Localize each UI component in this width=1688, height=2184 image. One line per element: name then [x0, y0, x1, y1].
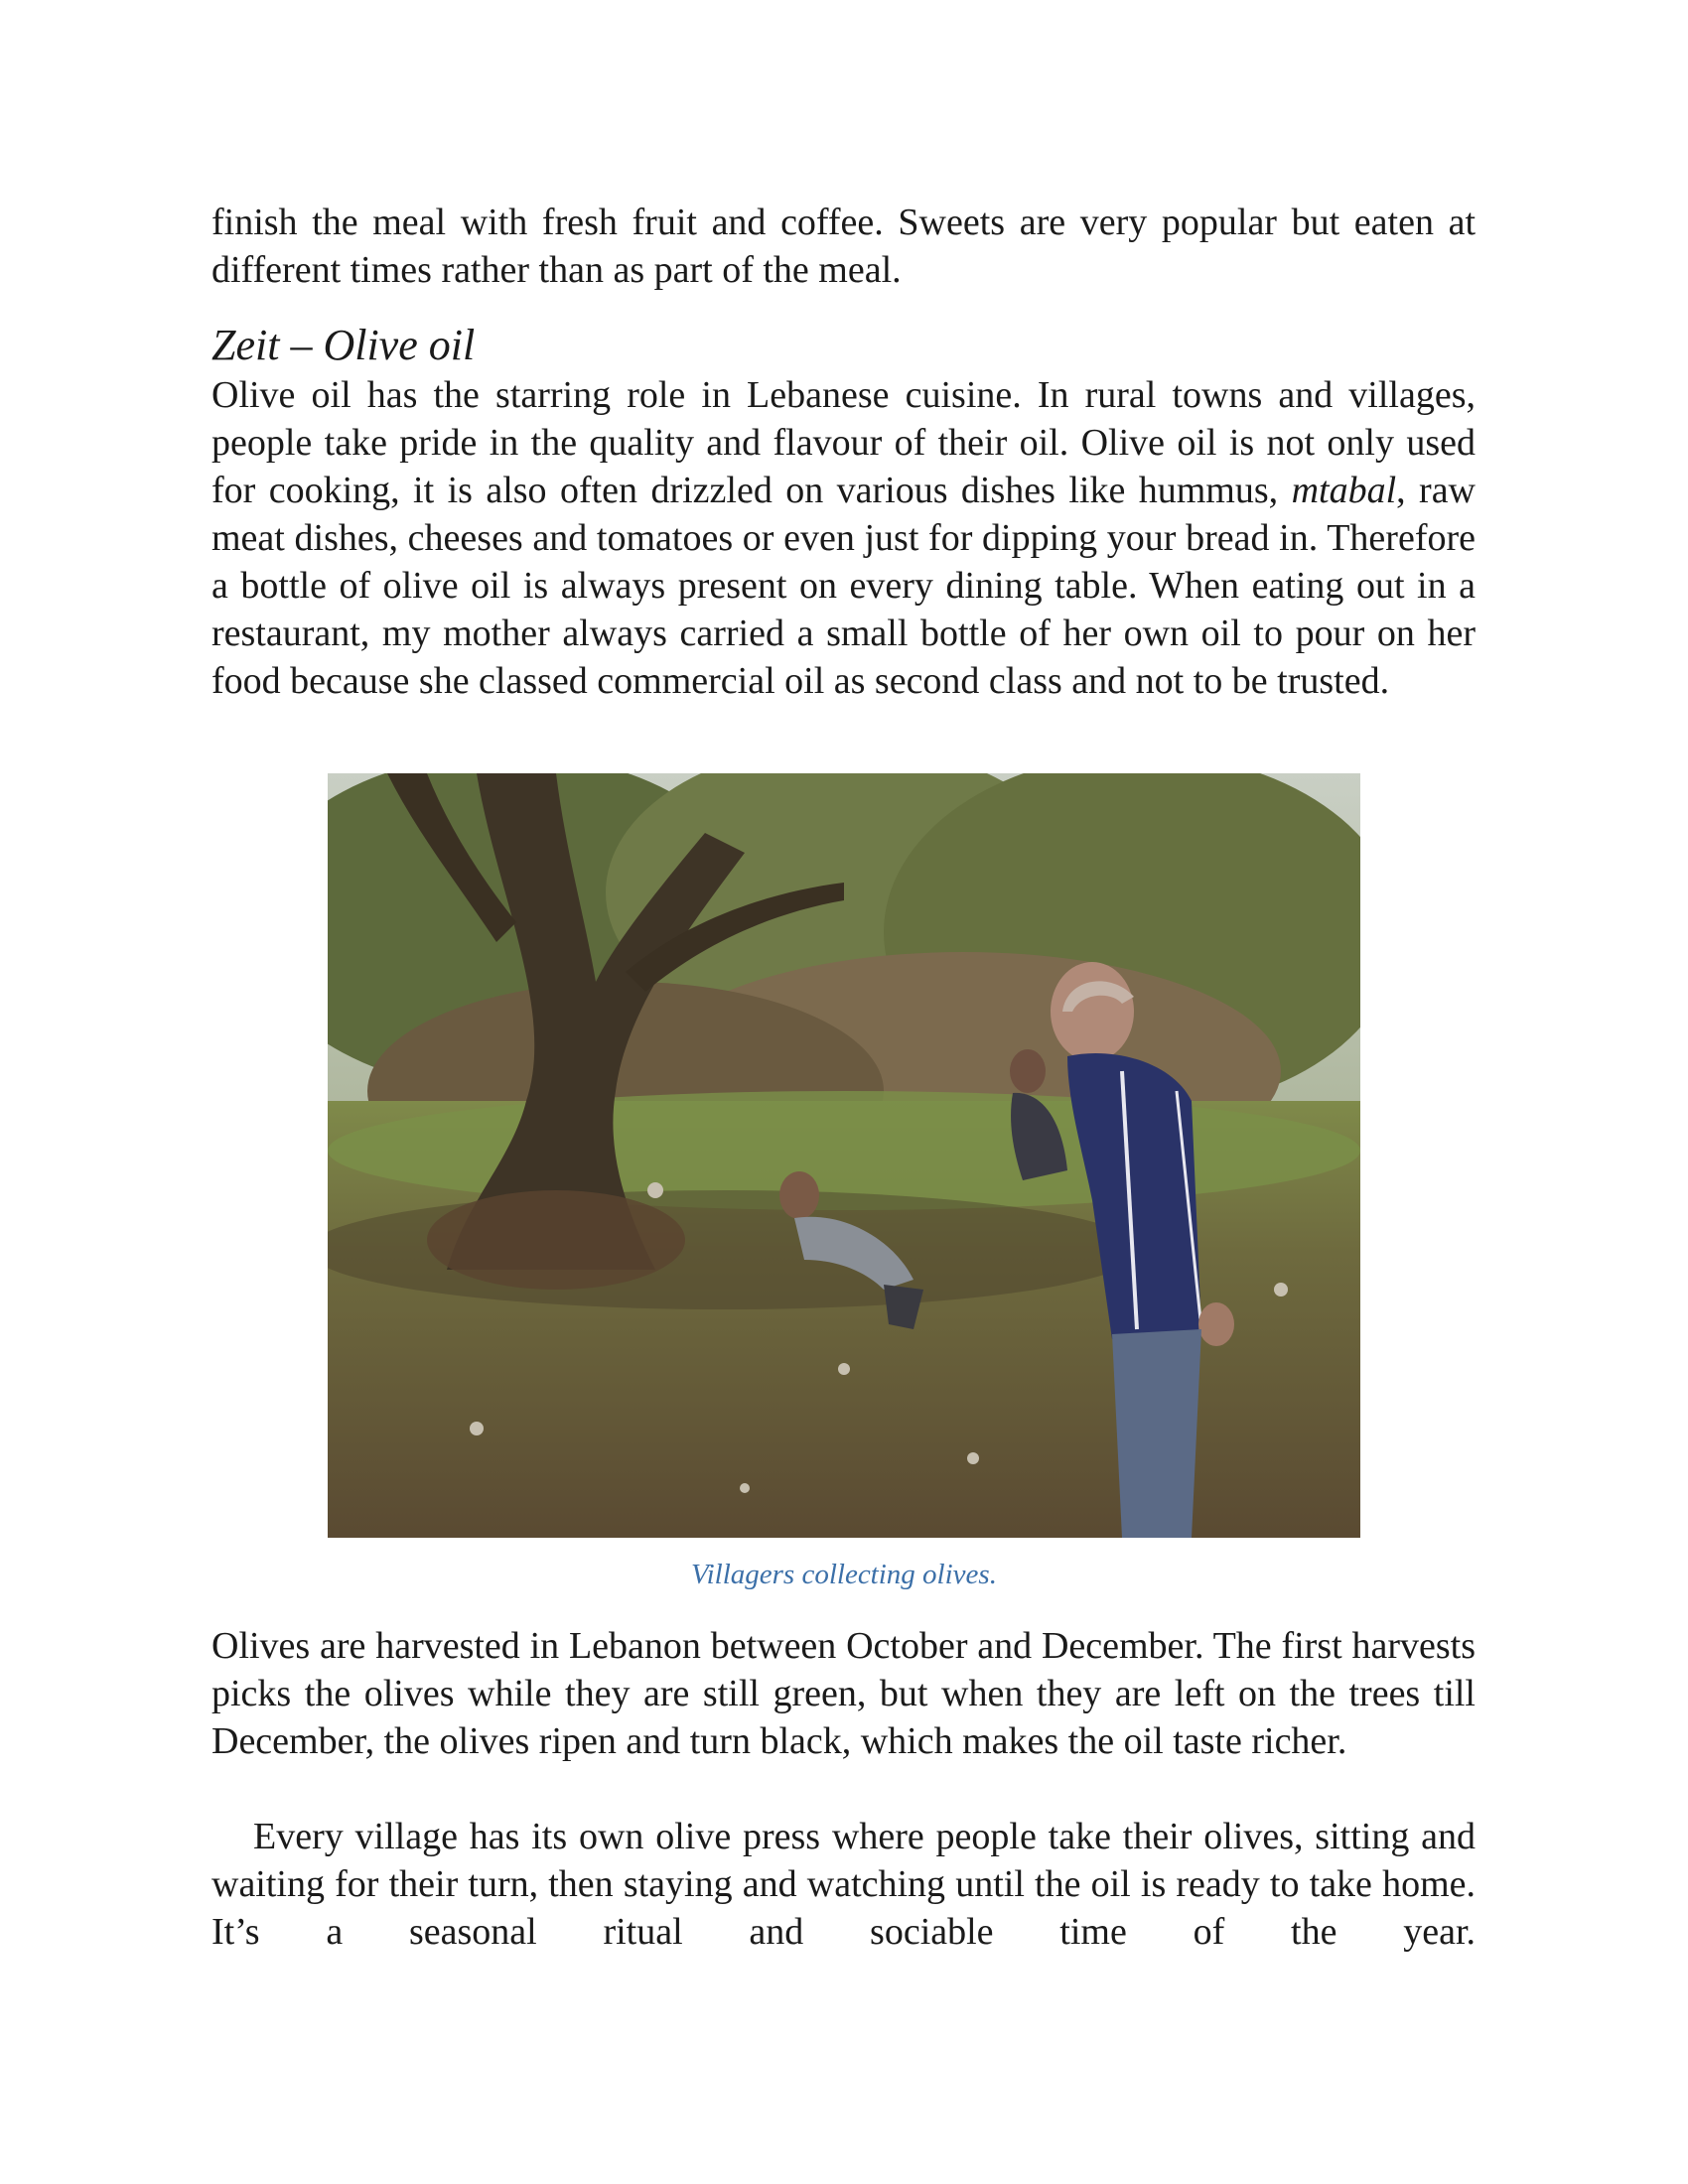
olive-oil-italic-term: mtabal [1291, 470, 1397, 511]
intro-paragraph: finish the meal with fresh fruit and coffee. Sweets are very popular but eaten at different times rather than as part of the meal. [211, 202, 1476, 291]
olive-press-paragraph: Every village has its own olive press where people take their olives, sitting and waiting for their turn, then staying and watching until the oil is ready to take home. It’s a seasonal ritual and sociable time of the year. [211, 1816, 1476, 1953]
olive-oil-text-part2: , raw meat dishes, cheeses and tomatoes or even just for dipping your bread in. Therefore a bottle of olive oil is always present on every dining table. When eating out in a restaurant, my mother always carried a small bottle of her own oil to pour on her food because she classed commercial oil as second class and not to be trusted. [211, 470, 1477, 702]
olive-harvest-photo [328, 773, 1360, 1538]
harvest-paragraph: Olives are harvested in Lebanon between October and December. The first harvests picks the olives while they are still green, but when they are left on the trees till December, the olives ripen and turn black, which makes the oil taste richer. [211, 1625, 1476, 1762]
photo-illustration [328, 773, 1360, 1538]
olive-oil-text-part1: Olive oil has the starring role in Lebanese cuisine. In rural towns and villages, people take pride in the quality and flavour of their oil. Olive oil is not only used for cooking, it is also often drizzled on various dishes like hummus, [211, 374, 1476, 511]
olive-oil-paragraph [211, 371, 1476, 705]
section-heading: Zeit – Olive oil [211, 321, 476, 369]
photo-caption: Villagers collecting olives. [691, 1559, 997, 1590]
